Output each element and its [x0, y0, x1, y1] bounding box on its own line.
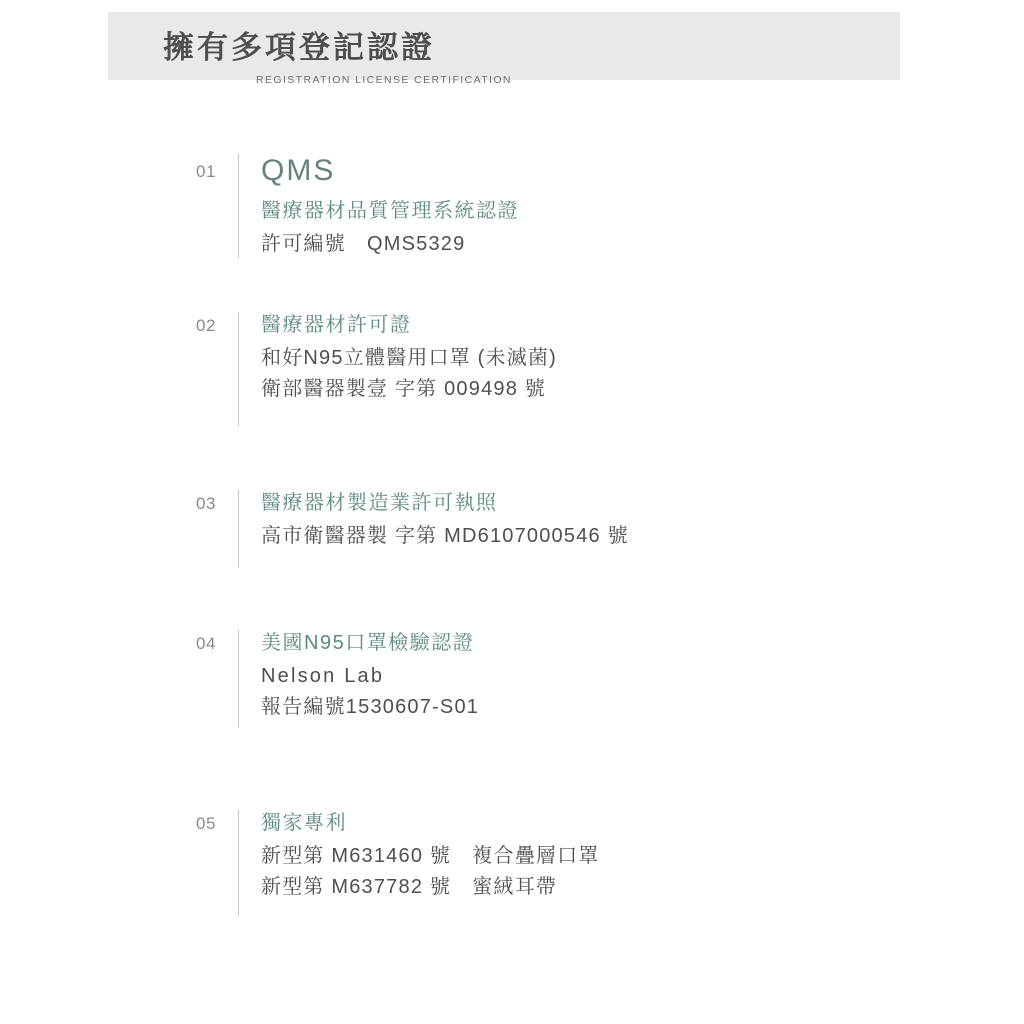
list-item [196, 152, 956, 310]
item-number: 02 [196, 316, 216, 335]
item-divider [238, 630, 239, 728]
item-number: 03 [196, 494, 216, 513]
item-detail: 和好N95立體醫用口罩 (未滅菌) [261, 347, 557, 369]
page-subtitle: REGISTRATION LICENSE CERTIFICATION [256, 74, 512, 86]
item-body [261, 152, 956, 264]
item-body [261, 628, 956, 727]
item-number: 05 [196, 814, 216, 833]
item-body [261, 488, 956, 556]
item-body [261, 310, 956, 409]
item-subheading: 獨家專利 [261, 812, 347, 834]
page-title: 擁有多項登記認證 [163, 30, 435, 65]
item-detail: Nelson Lab [261, 665, 385, 687]
list-item [196, 310, 956, 488]
certification-list [196, 152, 956, 958]
item-subheading: 醫療器材製造業許可執照 [261, 492, 498, 514]
item-subheading: 美國N95口罩檢驗認證 [261, 632, 475, 654]
item-subheading: 醫療器材品質管理系統認證 [261, 199, 519, 222]
list-item [196, 488, 956, 628]
item-body [261, 808, 956, 907]
list-item [196, 628, 956, 808]
item-divider [238, 312, 239, 426]
item-divider [238, 154, 239, 258]
item-subheading: 醫療器材許可證 [261, 314, 412, 336]
item-detail: 高市衛醫器製 字第 MD6107000546 號 [261, 525, 629, 547]
item-number: 01 [196, 162, 216, 181]
item-detail: 新型第 M637782 號 蜜絨耳帶 [261, 876, 558, 898]
list-item [196, 808, 956, 958]
item-detail: 許可編號 QMS5329 [261, 232, 466, 255]
item-detail: 衛部醫器製壹 字第 009498 號 [261, 378, 547, 400]
item-divider [238, 810, 239, 916]
item-divider [238, 490, 239, 568]
item-detail: 新型第 M631460 號 複合疊層口罩 [261, 845, 600, 867]
item-detail: 報告編號1530607-S01 [261, 696, 480, 718]
item-number: 04 [196, 634, 216, 653]
item-heading: QMS [261, 154, 336, 187]
